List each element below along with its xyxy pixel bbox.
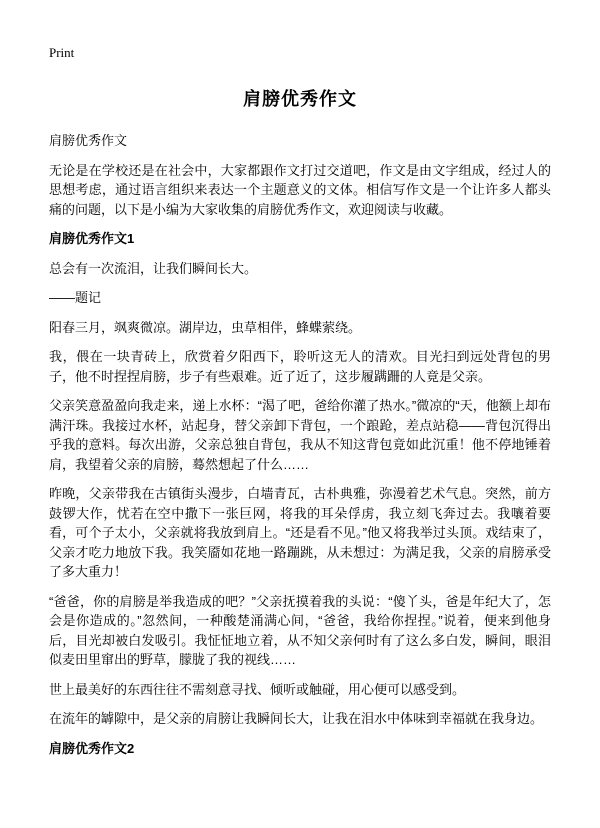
print-button[interactable]: Print <box>49 45 75 60</box>
paragraph: 总会有一次流泪，让我们瞬间长大。 <box>49 260 258 276</box>
paragraph: “爸爸，你的肩膀是举我造成的吧？”父亲抚摸着我的头说：“傻丫头，爸是年纪大了，怎会是你造成的。”忽然间，一种酸楚涌满心间，“爸爸，我给你捏捏。”说着，便来到他身后，目光却被白发吸引。我怔怔地立着，从不知父亲何时有了这么多白发，瞬间，眼泪似麦田里窜出的野草，朦胧了我的视线…… <box>49 593 551 667</box>
paragraph: 父亲笑意盈盈向我走来，递上水杯：“渴了吧，爸给你灌了热水。”微凉的“天，他额上却布满汗珠。我接过水杯，站起身，替父亲卸下背包，一个踉跄，差点站稳——背包沉得出乎我的意料。每次出游，父亲总独自背包，我从不知这背包竟如此沉重！他不停地锤着肩，我望着父亲的肩膀，蓦然想起了什么…… <box>49 398 551 472</box>
paragraph: 在流年的罅隙中，是父亲的肩膀让我瞬间长大，让我在泪水中体味到幸福就在我身边。 <box>49 711 544 726</box>
intro-paragraph: 无论是在学校还是在社会中，大家都跟作文打过交道吧，作文是由文字组成，经过人的思想考虑，通过语言组织来表达一个主题意义的文体。相信写作文是一个让许多人都头痛的问题，以下是小编为大家收集的肩膀优秀作文，欢迎阅读与收藏。 <box>49 162 551 217</box>
paragraph: 阳春三月，飒爽微凉。湖岸边，虫草相伴，蜂蝶萦绕。 <box>49 319 362 335</box>
paragraph: 世上最美好的东西往往不需刻意寻找、倾听或触碰，用心便可以感受到。 <box>49 681 466 697</box>
subtitle: 肩膀优秀作文 <box>49 133 128 148</box>
essay-heading-1: 肩膀优秀作文1 <box>49 231 135 246</box>
paragraph: 昨晚，父亲带我在古镇街头漫步，白墙青瓦，古朴典雅，弥漫着艺术气息。突然，前方鼓锣大作，忧若在空中撒下一张巨网，将我的耳朵俘虏，我立刻飞奔过去。我嚷着要看，可个子太小，父亲就将我放到肩上。“还是看不见。”他又将我举过头顶。戏结束了，父亲才吃力地放下我。我笑靥如花地一路蹦跳，从未想过：为满足我，父亲的肩膀承受了多大重力！ <box>49 486 551 579</box>
paragraph: 我，偎在一块青砖上，欣赏着夕阳西下，聆听这无人的清欢。目光扫到远处背包的男子，他不时捏捏肩膀，步子有些艰难。近了近了，这步履蹒跚的人竟是父亲。 <box>49 349 551 384</box>
page-title: 肩膀优秀作文 <box>243 89 357 109</box>
epigraph: ——题记 <box>49 290 102 305</box>
essay-heading-2: 肩膀优秀作文2 <box>49 740 135 756</box>
